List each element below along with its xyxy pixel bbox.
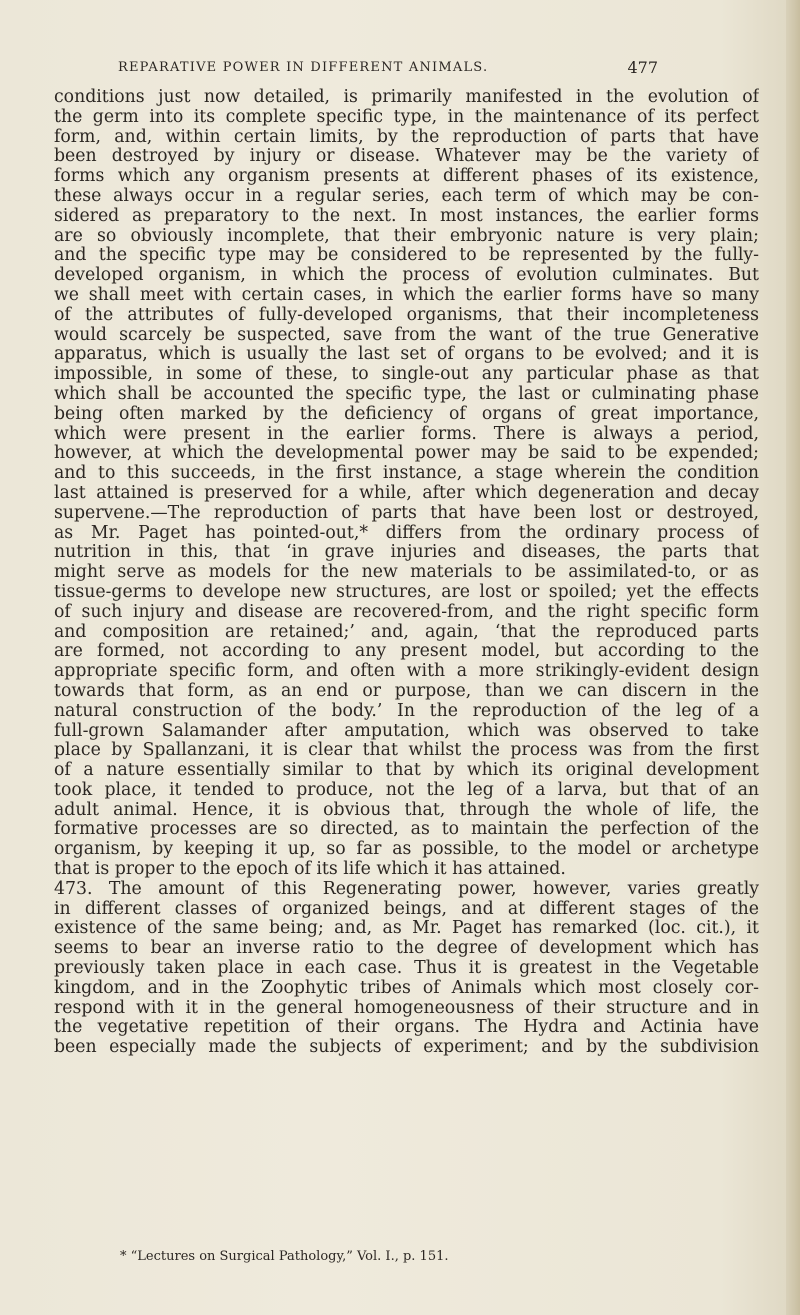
text-line: tissue-germs to develope new structures, are lost or spoiled; yet the effects xyxy=(54,582,759,602)
text-line: took place, it tended to produce, not the leg of a larva, but that of an xyxy=(54,780,759,800)
text-line: in different classes of organized beings, and at different stages of the xyxy=(54,899,759,919)
text-line: would scarcely be suspected, save from the want of the true Generative xyxy=(54,325,759,345)
text-line: apparatus, which is usually the last set of organs to be evolved; and it is xyxy=(54,345,759,365)
text-line: seems to bear an inverse ratio to the degree of development which has xyxy=(54,939,759,959)
text-line: of such injury and disease are recovered-from, and the right specific form xyxy=(54,602,759,622)
text-line: the vegetative repetition of their organs. The Hydra and Actinia have xyxy=(54,1018,759,1038)
text-line: full-grown Salamander after amputation, which was observed to take xyxy=(54,721,759,741)
footnote: * “Lectures on Surgical Pathology,” Vol. I., p. 151. xyxy=(120,1249,449,1264)
text-line: nutrition in this, that ‘in grave injuries and diseases, the parts that xyxy=(54,543,759,563)
text-line: however, at which the developmental power may be said to be expended; xyxy=(54,444,759,464)
text-line: developed organism, in which the process of evolution culminates. But xyxy=(54,266,759,286)
text-line: of the attributes of fully-developed organisms, that their incompleteness xyxy=(54,305,759,325)
text-line: been especially made the subjects of experiment; and by the subdivision xyxy=(54,1038,759,1058)
text-line: being often marked by the deficiency of organs of great importance, xyxy=(54,404,759,424)
text-line: existence of the same being; and, as Mr. Paget has remarked (loc. cit.), it xyxy=(54,919,759,939)
text-line: natural construction of the body.’ In the reproduction of the leg of a xyxy=(54,701,759,721)
text-line: are so obviously incomplete, that their embryonic nature is very plain; xyxy=(54,226,759,246)
text-line: impossible, in some of these, to single-out any particular phase as that xyxy=(54,365,759,385)
text-line: the germ into its complete specific type, in the maintenance of its perfect xyxy=(54,107,759,127)
text-line: and the specific type may be considered to be represented by the fully- xyxy=(54,246,759,266)
page-edge-shadow xyxy=(786,0,800,1315)
text-line: and composition are retained;’ and, again, ‘that the reproduced parts xyxy=(54,622,759,642)
text-line: which shall be accounted the specific type, the last or culminating phase xyxy=(54,384,759,404)
text-line: previously taken place in each case. Thus it is greatest in the Vegetable xyxy=(54,959,759,979)
text-line: conditions just now detailed, is primarily manifested in the evolution of xyxy=(54,88,759,107)
text-line: formative processes are so directed, as to maintain the perfection of the xyxy=(54,820,759,840)
text-line: 473. The amount of this Regenerating power, however, varies greatly xyxy=(54,879,759,899)
text-line: that is proper to the epoch of its life which it has attained. xyxy=(54,860,566,880)
text-line: forms which any organism presents at different phases of its existence, xyxy=(54,167,759,187)
text-line: of a nature essentially similar to that by which its original development xyxy=(54,761,759,781)
text-line: adult animal. Hence, it is obvious that, through the whole of life, the xyxy=(54,800,759,820)
body-text xyxy=(54,88,759,1058)
text-line: organism, by keeping it up, so far as possible, to the model or archetype xyxy=(54,840,759,860)
text-line: are formed, not according to any present model, but according to the xyxy=(54,642,759,662)
running-head: REPARATIVE POWER IN DIFFERENT ANIMALS. xyxy=(118,60,489,75)
text-line: as Mr. Paget has pointed-out,* differs from the ordinary process of xyxy=(54,523,759,543)
text-line: might serve as models for the new materials to be assimilated-to, or as xyxy=(54,563,759,583)
text-line: place by Spallanzani, it is clear that whilst the process was from the first xyxy=(54,741,759,761)
page-header xyxy=(118,60,658,82)
text-line: towards that form, as an end or purpose, than we can discern in the xyxy=(54,681,759,701)
text-line: these always occur in a regular series, each term of which may be con- xyxy=(54,186,759,206)
text-line: supervene.—The reproduction of parts that have been lost or destroyed, xyxy=(54,503,759,523)
text-line: which were present in the earlier forms. There is always a period, xyxy=(54,424,759,444)
text-line: form, and, within certain limits, by the reproduction of parts that have xyxy=(54,127,759,147)
text-line: kingdom, and in the Zoophytic tribes of Animals which most closely cor- xyxy=(54,978,759,998)
text-line: we shall meet with certain cases, in which the earlier forms have so many xyxy=(54,285,759,305)
text-line: and to this succeeds, in the first instance, a stage wherein the condition xyxy=(54,464,759,484)
text-line: been destroyed by injury or disease. Whatever may be the variety of xyxy=(54,147,759,167)
text-line: last attained is preserved for a while, after which degeneration and decay xyxy=(54,483,759,503)
text-line: respond with it in the general homogeneousness of their structure and in xyxy=(54,998,759,1018)
text-line: sidered as preparatory to the next. In most instances, the earlier forms xyxy=(54,206,759,226)
text-line: appropriate specific form, and often with a more strikingly-evident design xyxy=(54,662,759,682)
page-number: 477 xyxy=(627,58,658,77)
